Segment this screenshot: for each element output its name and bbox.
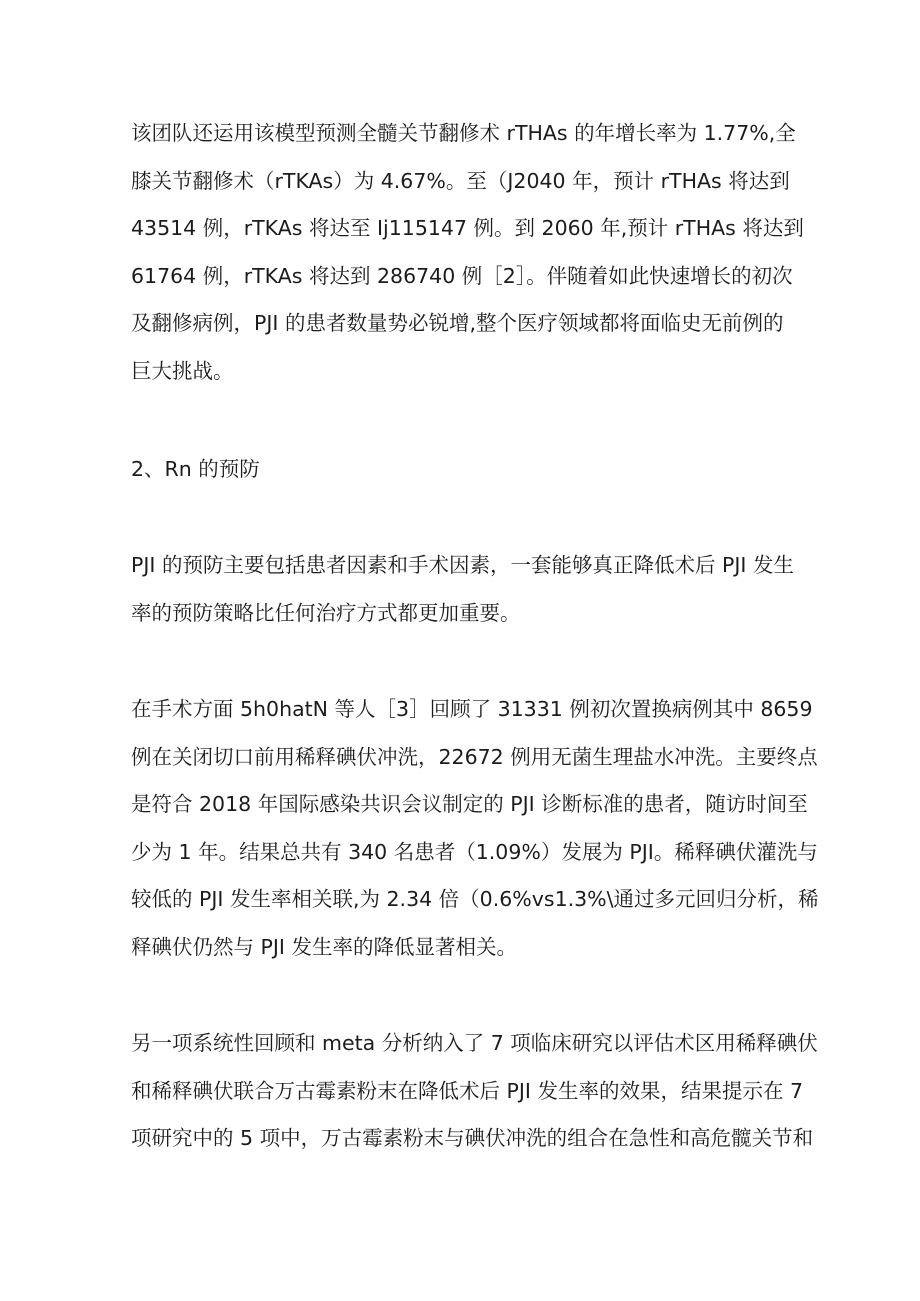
text-line: 巨大挑战。 <box>131 358 234 383</box>
paragraph-rthas-projection <box>131 110 804 395</box>
text-line: 率的预防策略比任何治疗方式都更加重要。 <box>131 600 521 625</box>
text-line: 例在关闭切口前用稀释碘伏冲洗，22672 例用无菌生理盐水冲洗。主要终点 <box>131 744 818 769</box>
text-line: 在手术方面 5h0hatN 等人［3］回顾了 31331 例初次置换病例其中 8659 <box>131 697 813 721</box>
section-heading <box>131 446 260 494</box>
text-line: 和稀释碘伏联合万古霉素粉末在降低术后 PJI 发生率的效果，结果提示在 7 <box>131 1078 804 1103</box>
text-line: 少为 1 年。结果总共有 340 名患者（1.09%）发展为 PJI。稀释碘伏灌洗与 <box>131 839 818 864</box>
text-line: 43514 例，rTKAs 将达至 Ij115147 例。到 2060 年,预计 rTHAs 将达到 <box>131 216 804 240</box>
text-line: 另一项系统性回顾和 meta 分析纳入了 7 项临床研究以评估术区用稀释碘伏 <box>131 1031 818 1055</box>
text-line: 项研究中的 5 项中，万古霉素粉末与碘伏冲洗的组合在急性和高危髋关节和 <box>131 1126 814 1150</box>
section-heading-text: 2、Rn 的预防 <box>131 457 260 481</box>
text-line: 是符合 2018 年国际感染共识会议制定的 PJI 诊断标准的患者，随访时间至 <box>131 792 808 816</box>
text-line: 61764 例，rTKAs 将达到 286740 例［2］。伴随着如此快速增长的初次 <box>131 263 793 288</box>
text-line: 该团队还运用该模型预测全髓关节翻修术 rTHAs 的年增长率为 1.77%,全 <box>131 121 796 145</box>
text-line: 膝关节翻修术（rTKAs）为 4.67%。至（J2040 年，预计 rTHAs 将达到 <box>131 168 790 193</box>
paragraph-pji-prevention <box>131 542 794 637</box>
text-line: 较低的 PJI 发生率相关联,为 2.34 倍（0.6%vs1.3%\通过多元回归分析，稀 <box>131 887 819 911</box>
paragraph-meta-analysis <box>131 1020 818 1163</box>
text-line: PJI 的预防主要包括患者因素和手术因素，一套能够真正降低术后 PJI 发生 <box>131 553 794 577</box>
text-line: 释碘伏仍然与 PJI 发生率的降低显著相关。 <box>131 934 517 959</box>
text-line: 及翻修病例，PJI 的患者数量势必锐增,整个医疗领域都将面临史无前例的 <box>131 311 784 335</box>
paragraph-surgical-study <box>131 686 819 971</box>
